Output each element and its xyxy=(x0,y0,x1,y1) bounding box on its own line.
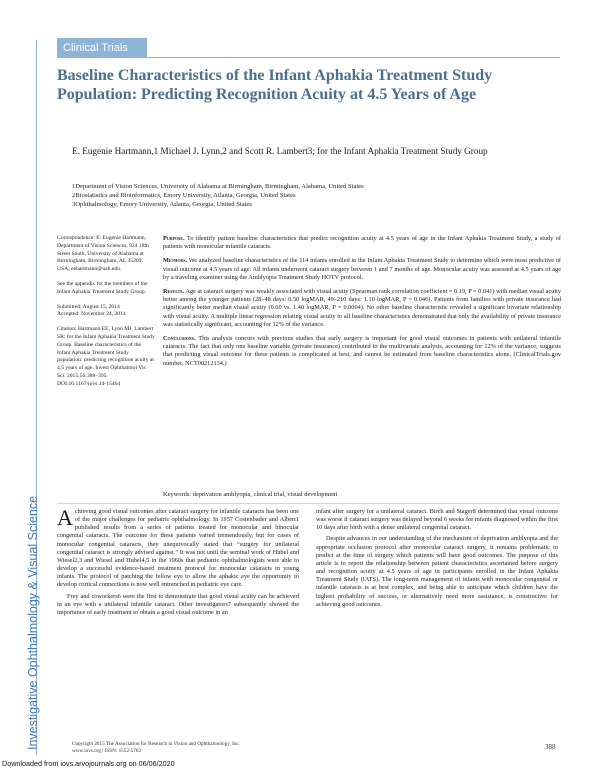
results-text: Age at cataract surgery was weakly associated with visual acuity (Spearman rank correlation coefficient = 0.19, P = 0.041) with median visual acuity better among the younger patients (28–48 days: 0.50 logMAR, 49–210 days: 1.10 logMAR, P = 0.046). Patients from families with private insurance had significantly better median visual acuity (0.60 vs. 1.40 logMAR, P = 0.0004). No other baseline characteristic revealed a significant bivariate relationship with visual acuity. A multiple linear regression relating visual acuity to all baseline characteristics demonstrated that only the availability of private insurance was statistically significant, accounting for 12% of the variance. xyxy=(163,288,561,328)
header-rule xyxy=(57,57,560,58)
body-paragraph: Frey and coworkers6 were the first to demonstrate that good visual acuity can be achieved in an eye with a unilateral infantile cataract. Other investigators7 subsequently showed the importance of early treatment to obtain a good visual outcome in an xyxy=(57,592,299,616)
submitted-date: Submitted: August 15, 2014 xyxy=(57,303,120,310)
conclusions-label: Conclusions. xyxy=(163,335,196,343)
methods-label: Methods. xyxy=(163,257,188,265)
body-right-column xyxy=(316,508,558,612)
body-paragraph xyxy=(57,505,299,590)
affiliation-3: 3Ophthalmology, Emory University, Atlanta, Georgia, United States xyxy=(72,201,252,208)
author-list: E. Eugenie Hartmann,1 Michael J. Lynn,2 and Scott R. Lambert3; for the Infant Aphakia Treatment Study Group xyxy=(72,146,488,156)
body-separator xyxy=(57,503,560,504)
purpose-text: To identify patient baseline characteristics that predict recognition acuity at 4.5 years of age in the Infant Aphakia Treatment Study, a study of patients with monocular infantile cataracts. xyxy=(163,235,561,251)
body-paragraph-text: chieving good visual outcomes after cataract surgery for infantile cataracts has been one of the major challenges for pediatric ophthalmology. In 1957 Costenbader and Albert1 published results from a series of patients treated for monocular and binocular congenital cataracts. The outcome for these patients varied tremendously, but for cases of monocular congenital cataracts, they unequivocally stated that “surgery for unilateral congenital cataract is strongly advised against.” It was not until the seminal work of Hubel and Wiesel2,3 and Wiesel and Hubel4,5 in the 1960s that pediatric ophthalmologists were able to develop a successful evidence-based treatment protocol for monocular cataracts in young infants. The protocol of patching the fellow eye to allow the aphakic eye the opportunity to develop cortical connections is now well entrenched in pediatric eye care. xyxy=(57,508,299,589)
correspondence: Correspondence: E. Eugenie Hartmann, Department of Vision Sciences, 924 18th Street South, University of Alabama at Birmingham, Birmingham, AL 35209, USA; eehartmann@uab.edu. xyxy=(57,235,149,273)
abstract-methods xyxy=(163,257,561,282)
footer-info xyxy=(72,741,240,755)
keywords: Keywords: deprivation amblyopia, clinical trial, visual development xyxy=(163,491,338,498)
citation: Citation: Hartmann EE, Lynn MJ, Lambert SR; for the Infant Aphakia Treatment Study Group. Baseline characteristics of the Infant Aphakia Treatment Study population: predicting recognition acuity at 4.5 years of age. Invest Ophthalmol Vis Sci. 2015;56:388–395. DOI:10.1167/iovs.14-15464 xyxy=(57,326,155,387)
journal-vertical-title: Investigative Ophthalmology & Visual Science xyxy=(26,495,40,750)
accepted-date: Accepted: November 24, 2014 xyxy=(57,311,126,318)
abstract-results xyxy=(163,288,561,329)
copyright: Copyright 2015 The Association for Research in Vision and Ophthalmology, Inc. xyxy=(72,741,241,747)
body-left-column xyxy=(57,505,299,620)
dates xyxy=(57,304,155,320)
section-tag: Clinical Trials xyxy=(57,38,147,58)
conclusions-text: This analysis concurs with previous studies that early surgery is important for good visual outcomes in patients with unilateral infantile cataracts. The fact that only one baseline variable (private insurance) contributed to the multivariate analysis, accounting for 12% of the variance, suggests that predicting visual outcome for these patients is complicated at best, and cannot be estimated from baseline characteristics alone. (ClinicalTrials.gov number, NCT00212134.) xyxy=(163,335,561,367)
affiliation-2: 2Biostatistics and Bioinformatics, Emory University, Atlanta, Georgia, United States xyxy=(72,192,296,199)
abstract-purpose xyxy=(163,235,561,251)
article-title: Baseline Characteristics of the Infant Aphakia Treatment Study Population: Predicting Recognition Acuity at 4.5 Years of Age xyxy=(57,67,493,103)
abstract xyxy=(163,235,561,374)
download-notice: Downloaded from iovs.arvojournals.org on 06/06/2020 xyxy=(2,759,175,768)
page-number: 388 xyxy=(545,743,556,751)
article-sidebar xyxy=(57,235,155,396)
body-paragraph: infant after surgery for a unilateral cataract. Birch and Stager8 determined that visual outcome was worse if cataract surgery was delayed beyond 6 weeks for infants diagnosed within the first 10 days after birth with a dense unilateral congenital cataract. xyxy=(316,508,558,532)
methods-text: We analyzed baseline characteristics of the 114 infants enrolled in the Infant Aphakia Treatment Study to determine which were most predictive of visual outcome at 4.5 years of age. All infants underwent cataract surgery between 1 and 7 months of age. Monocular acuity was assessed at 4.5 years of age by a traveling examiner using the Amblyopia Treatment Study HOTV protocol. xyxy=(163,257,561,281)
affiliation-1: 1Department of Vision Sciences, University of Alabama at Birmingham, Birmingham, Alabama, United States xyxy=(72,183,364,190)
purpose-label: Purpose. xyxy=(163,235,185,242)
results-label: Results. xyxy=(163,288,185,296)
dropcap: A xyxy=(57,505,73,530)
issn: www.iovs.org | ISSN: 1552-5783 xyxy=(72,748,142,754)
body-paragraph: Despite advances in our understanding of the mechanism of deprivation amblyopia and the appropriate occlusion protocol after monocular cataract surgery, it remains problematic to predict at the time of surgery which patients will have good outcomes. The purpose of this article is to report the relationship between patient characteristics ascertained before surgery and recognition acuity at 4.5 years of age in participants enrolled in the Infant Aphakia Treatment Study (IATS). The long-term management of infants with monocular congenital or infantile cataracts is at best complex, and being able to anticipate which children have the highest probability of success, or alternatively need more assistance, is constructive for achieving good outcomes. xyxy=(316,535,558,608)
appendix-note: See the appendix for the members of the Infant Aphakia Treatment Study Group. xyxy=(57,280,148,295)
affiliations xyxy=(72,182,542,209)
abstract-conclusions xyxy=(163,335,561,368)
